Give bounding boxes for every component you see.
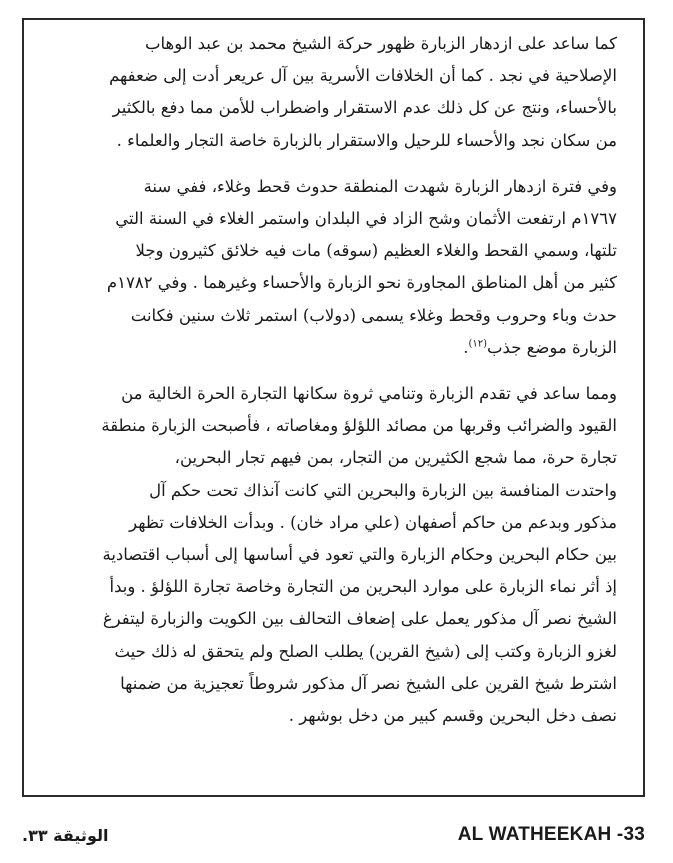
- footer-arabic-label: الوثيقة ٣٣.: [22, 825, 109, 845]
- text-line-end: .: [463, 337, 469, 357]
- text-line: وفي فترة ازدهار الزبارة شهدت المنطقة حدوث قحط وغلاء، ففي سنة: [143, 176, 617, 196]
- paragraph-1: [46, 28, 617, 157]
- footer-english-label: AL WATHEEKAH -33: [457, 824, 645, 845]
- text-line: تلتها، وسمي القحط والغلاء العظيم (سوقه) مات فيه خلائق كثيرون وجلا: [135, 241, 617, 261]
- text-line: اشترط شيخ القرين على الشيخ نصر آل مذكور شروطاً تعجيزية من ضمنها: [120, 673, 617, 693]
- text-line: تجارة حرة، مما شجع الكثيرين من التجار، بمن فيهم تجار البحرين،: [174, 448, 617, 468]
- text-line: مذكور وبدعم من حاكم أصفهان (علي مراد خان) . وبدأت الخلافات تظهر: [129, 512, 617, 532]
- footnote-reference: (١٢): [468, 338, 487, 350]
- text-line: حدث وباء وحروب وقحط وغلاء يسمى (دولاب) استمر ثلاث سنين فكانت: [130, 305, 617, 325]
- text-line: واحتدت المنافسة بين الزبارة والبحرين التي كانت آنذاك تحت حكم آل: [149, 480, 617, 500]
- text-line: كثير من أهل المناطق المجاورة نحو الزبارة والأحساء وغيرهما . وفي ١٧٨٢م: [106, 273, 617, 293]
- text-line: نصف دخل البحرين وقسم كبير من دخل بوشهر .: [288, 706, 617, 726]
- page-frame: [22, 18, 645, 797]
- text-line: بالأحساء، ونتج عن كل ذلك عدم الاستقرار واضطراب للأمن مما دفع بالكثير: [112, 98, 617, 118]
- paragraph-3: [46, 378, 617, 732]
- page-footer: [22, 822, 645, 848]
- text-line: إذ أثر نماء الزبارة على موارد البحرين من التجارة وخاصة تجارة اللؤلؤ . وبدأ: [109, 577, 617, 597]
- text-line-body: الزبارة موضع جذب: [487, 337, 617, 357]
- text-line: الشيخ نصر آل مذكور يعمل على إضعاف التحالف بين الكويت والزبارة ليتفرغ: [102, 609, 617, 629]
- text-line: لغزو الزبارة وكتب إلى (شيخ القرين) يطلب الصلح ولم يتحقق له ذلك حيث: [114, 641, 617, 661]
- text-line: كما ساعد على ازدهار الزبارة ظهور حركة الشيخ محمد بن عبد الوهاب: [145, 34, 617, 53]
- paragraph-2: [46, 171, 617, 364]
- text-line-with-footnote: [46, 332, 617, 364]
- text-line: الإصلاحية في نجد . كما أن الخلافات الأسرية بين آل عريعر أدت إلى ضعفهم: [109, 66, 617, 86]
- text-line: ومما ساعد في تقدم الزبارة وتنامي ثروة سكانها التجارة الحرة الخالية من: [121, 384, 617, 404]
- text-line: ١٧٦٧م ارتفعت الأثمان وشح الزاد في البلدان واستمر الغلاء في السنة التي: [115, 209, 617, 229]
- text-line: القيود والضرائب وقربها من مصائد اللؤلؤ ومغاصاته ، فأصبحت الزبارة منطقة: [101, 416, 617, 436]
- text-line: من سكان نجد والأحساء للرحيل والاستقرار بالزبارة خاصة التجار والعلماء .: [116, 130, 617, 150]
- text-line: بين حكام البحرين وحكام الزبارة والتي تعود في أساسها إلى أسباب اقتصادية: [102, 545, 617, 565]
